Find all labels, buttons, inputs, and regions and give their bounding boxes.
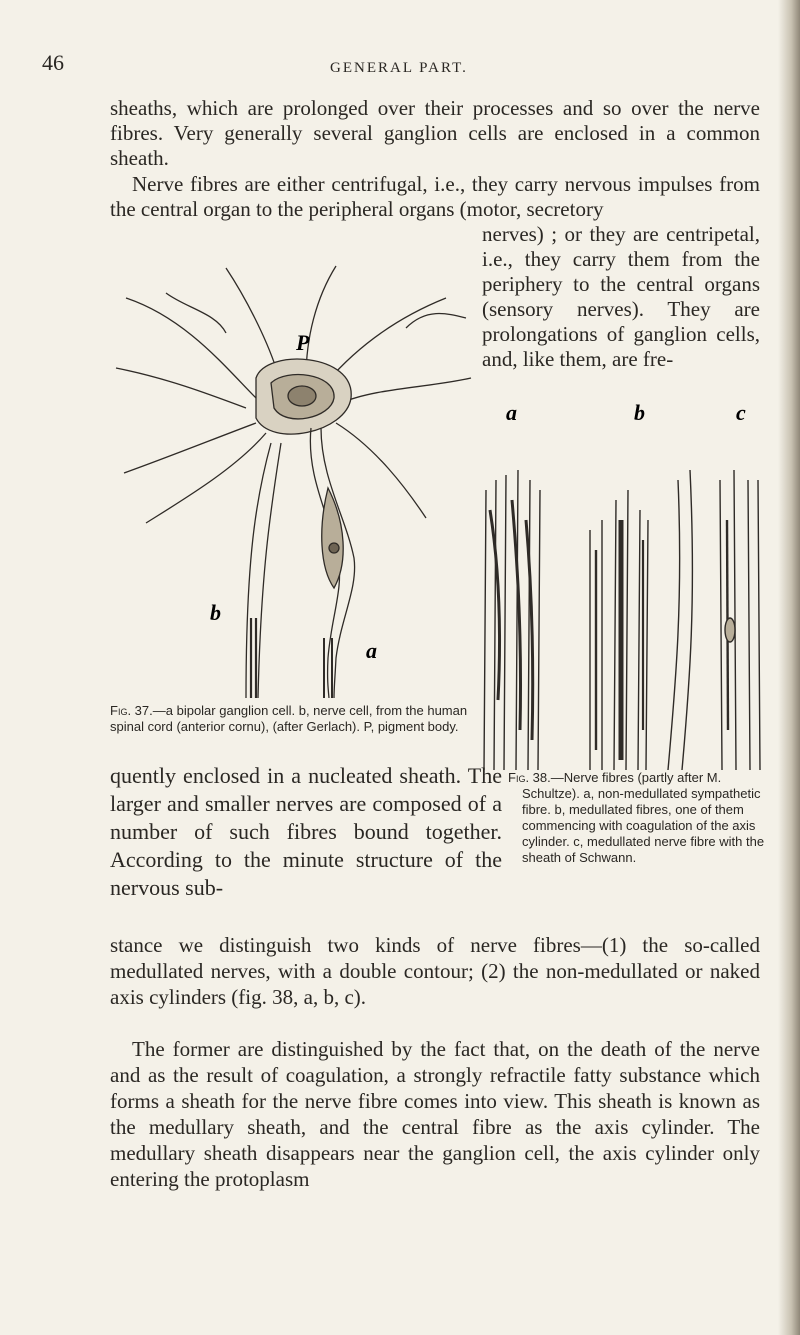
figure-38-caption-text: —Nerve fibres (partly after M. Schultze). a, non-medullated sympathetic fibre. b, medullated fibres, one of them commencing with coagulation of the axis cylinder. c, medullated nerve fibre with the sheath of Schwann. <box>522 770 765 865</box>
paragraph-nerve-fibres-left-column: quently enclosed in a nucleated sheath. The larger and smaller nerves are composed of a number of such fibres bound together. According to the minute structure of the nervous sub- <box>110 763 502 900</box>
fig38-label-a: a <box>506 400 517 425</box>
paragraph-medullary-sheath: The former are distinguished by the fact that, on the death of the nerve and as the result of coagulation, a strongly refractile fatty substance which forms a sheath for the nerve fibre comes into view. This sheath is known as the medullary sheath, and the central fibre as the axis cylinder. The medullary sheath disappears near the ganglion cell, the axis cylinder only entering the protoplasm <box>110 1037 760 1191</box>
figure-38-caption <box>508 770 778 866</box>
paragraph-nerve-fibres-continued: stance we distinguish two kinds of nerve fibres—(1) the so-called medullated nerves, with a double contour; (2) the non-medullated or naked axis cylinders (fig. 38, a, b, c). <box>110 933 760 1009</box>
fig38-label-c: c <box>736 400 746 425</box>
figure-37-caption <box>110 703 470 735</box>
fig37-label-p: P <box>296 330 310 355</box>
page-binding-edge <box>778 0 800 1335</box>
figure-38-caption-number: Fig. 38. <box>508 770 551 785</box>
fig37-label-a: a <box>366 638 377 663</box>
figure-37-caption-text: —a bipolar ganglion cell. b, nerve cell, from the human spinal cord (anterior cornu), (after Gerlach). P, pigment body. <box>110 703 468 734</box>
paragraph-nerve-fibres-intro: Nerve fibres are either centrifugal, i.e., they carry nervous impulses from the central organ to the peripheral organs (motor, secretory <box>110 172 760 221</box>
figure-37-caption-number: Fig. 37. <box>110 703 153 718</box>
fig38-label-b: b <box>634 400 645 425</box>
dendrite-branch <box>126 298 256 398</box>
fig37-label-b: b <box>210 600 221 625</box>
page-number: 46 <box>42 50 64 75</box>
figure-38-nerve-fibres <box>478 400 764 770</box>
paragraph-sheaths: sheaths, which are prolonged over their processes and so over the nerve fibres. Very generally several ganglion cells are enclosed in a common sheath. <box>110 96 760 170</box>
paragraph-nerve-fibres-right-column: nerves) ; or they are centripetal, i.e., they carry them from the periphery to the central organs (sensory nerves). They are prolongations of ganglion cells, and, like them, are fre- <box>482 222 760 371</box>
figure-37-ganglion-cell <box>106 258 478 698</box>
running-head: GENERAL PART. <box>330 60 468 76</box>
